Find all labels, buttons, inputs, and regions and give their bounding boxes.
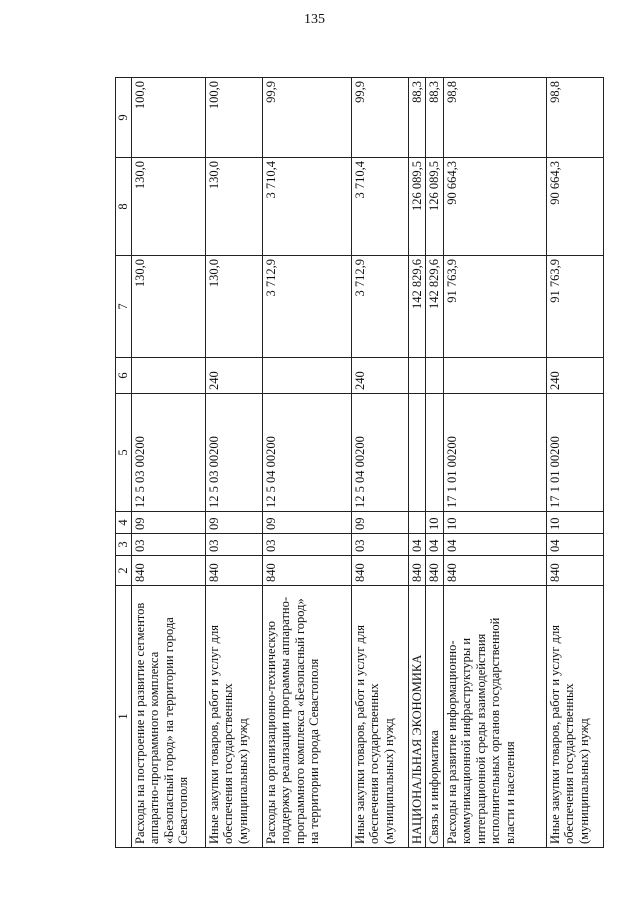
table-row <box>131 78 205 848</box>
cell-c3: 03 <box>205 534 262 556</box>
cell-c4: 09 <box>351 512 408 534</box>
row-name: Расходы на организационно-техническую поддержку реализации программы аппаратно-программного комплекса «Безопасный город» на территории города Севастополя <box>262 586 351 848</box>
cell-c9: 100,0 <box>131 78 205 158</box>
table-row <box>443 78 546 848</box>
header-cell: 6 <box>116 358 132 394</box>
cell-c4: 10 <box>443 512 546 534</box>
cell-c4: 09 <box>262 512 351 534</box>
row-name: НАЦИОНАЛЬНАЯ ЭКОНОМИКА <box>408 586 426 848</box>
header-cell: 2 <box>116 556 132 586</box>
cell-c7: 130,0 <box>131 256 205 358</box>
page-number: 135 <box>304 12 325 27</box>
header-cell: 3 <box>116 534 132 556</box>
cell-c7: 91 763,9 <box>443 256 546 358</box>
table-row <box>262 78 351 848</box>
cell-c8: 130,0 <box>205 158 262 256</box>
cell-c7: 91 763,9 <box>546 256 603 358</box>
cell-c7: 130,0 <box>205 256 262 358</box>
cell-c3: 04 <box>426 534 444 556</box>
cell-c9: 99,9 <box>262 78 351 158</box>
cell-c8: 3 710,4 <box>262 158 351 256</box>
row-name: Иные закупки товаров, работ и услуг для обеспечения государственных (муниципальных) нужд <box>351 586 408 848</box>
row-name: Иные закупки товаров, работ и услуг для обеспечения государственных (муниципальных) нужд <box>546 586 603 848</box>
cell-c6: 240 <box>351 358 408 394</box>
table-row <box>546 78 603 848</box>
cell-c8: 126 089,5 <box>408 158 426 256</box>
cell-c9: 98,8 <box>546 78 603 158</box>
cell-c2: 840 <box>351 556 408 586</box>
cell-c7: 142 829,6 <box>408 256 426 358</box>
cell-c5 <box>426 394 444 512</box>
cell-c8: 90 664,3 <box>443 158 546 256</box>
cell-c3: 04 <box>546 534 603 556</box>
row-name: Расходы на построение и развитие сегментов аппаратно-программного комплекса «Безопасный город» на территории города Севастополя <box>131 586 205 848</box>
cell-c5: 17 1 01 00200 <box>443 394 546 512</box>
header-cell: 5 <box>116 394 132 512</box>
row-name: Иные закупки товаров, работ и услуг для обеспечения государственных (муниципальных) нужд <box>205 586 262 848</box>
cell-c6 <box>426 358 444 394</box>
cell-c9: 88,3 <box>408 78 426 158</box>
cell-c6 <box>131 358 205 394</box>
cell-c9: 88,3 <box>426 78 444 158</box>
header-cell: 1 <box>116 586 132 848</box>
header-cell: 7 <box>116 256 132 358</box>
table-row <box>351 78 408 848</box>
cell-c5: 12 5 03 00200 <box>205 394 262 512</box>
cell-c7: 3 712,9 <box>262 256 351 358</box>
cell-c5 <box>408 394 426 512</box>
cell-c8: 130,0 <box>131 158 205 256</box>
cell-c6: 240 <box>546 358 603 394</box>
header-cell: 8 <box>116 158 132 256</box>
cell-c3: 03 <box>131 534 205 556</box>
cell-c8: 126 089,5 <box>426 158 444 256</box>
cell-c4: 10 <box>426 512 444 534</box>
cell-c2: 840 <box>426 556 444 586</box>
cell-c3: 04 <box>443 534 546 556</box>
table-row <box>205 78 262 848</box>
cell-c5: 12 5 04 00200 <box>351 394 408 512</box>
cell-c8: 90 664,3 <box>546 158 603 256</box>
cell-c9: 98,8 <box>443 78 546 158</box>
cell-c6 <box>408 358 426 394</box>
cell-c5: 12 5 03 00200 <box>131 394 205 512</box>
cell-c4 <box>408 512 426 534</box>
cell-c3: 04 <box>408 534 426 556</box>
cell-c2: 840 <box>408 556 426 586</box>
cell-c9: 100,0 <box>205 78 262 158</box>
cell-c6 <box>262 358 351 394</box>
cell-c7: 3 712,9 <box>351 256 408 358</box>
cell-c5: 17 1 01 00200 <box>546 394 603 512</box>
cell-c2: 840 <box>443 556 546 586</box>
cell-c9: 99,9 <box>351 78 408 158</box>
cell-c6: 240 <box>205 358 262 394</box>
table-row <box>426 78 444 848</box>
header-row <box>116 78 132 848</box>
cell-c5: 12 5 04 00200 <box>262 394 351 512</box>
cell-c3: 03 <box>262 534 351 556</box>
budget-table <box>115 77 604 848</box>
cell-c7: 142 829,6 <box>426 256 444 358</box>
cell-c3: 03 <box>351 534 408 556</box>
cell-c4: 10 <box>546 512 603 534</box>
cell-c2: 840 <box>205 556 262 586</box>
cell-c6 <box>443 358 546 394</box>
table-row <box>408 78 426 848</box>
rotated-table-container <box>115 78 591 848</box>
header-cell: 4 <box>116 512 132 534</box>
cell-c2: 840 <box>131 556 205 586</box>
cell-c8: 3 710,4 <box>351 158 408 256</box>
row-name: Расходы на развитие информационно-коммуникационной инфраструктуры и интеграционной среды взаимодействия исполнительных органов государственной власти и населения <box>443 586 546 848</box>
cell-c4: 09 <box>131 512 205 534</box>
cell-c2: 840 <box>262 556 351 586</box>
header-cell: 9 <box>116 78 132 158</box>
row-name: Связь и информатика <box>426 586 444 848</box>
cell-c4: 09 <box>205 512 262 534</box>
cell-c2: 840 <box>546 556 603 586</box>
